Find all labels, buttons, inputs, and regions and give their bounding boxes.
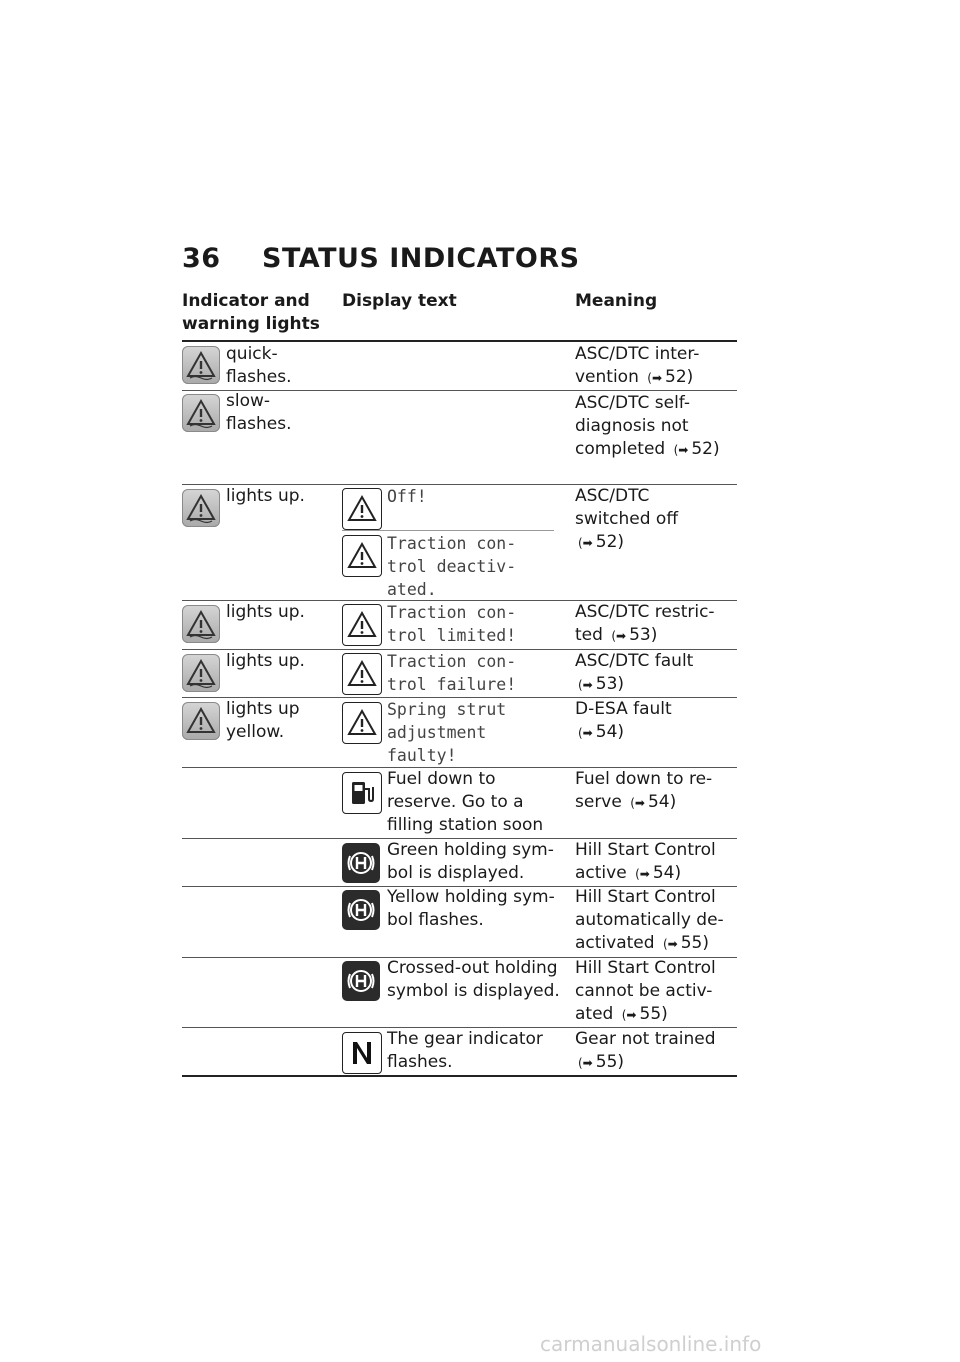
display-text: Fuel down to reserve. Go to a filling station soon	[387, 769, 544, 835]
display-text: Yellow holding sym-bol flashes.	[387, 887, 555, 930]
page-reference[interactable]: 52	[665, 367, 687, 387]
reference-arrow-icon: (➡	[662, 937, 678, 951]
asc-dtc-lamp-icon	[182, 654, 220, 692]
hill-start-hold-crossed-icon	[342, 961, 380, 1001]
asc-dtc-lamp-icon	[182, 489, 220, 527]
display-text: Off!	[387, 487, 427, 506]
column-header-meaning: Meaning	[575, 291, 658, 311]
page-reference[interactable]: 55	[680, 933, 703, 953]
meaning-text: Hill Start Control cannot be activ-ated (➡ 55)	[575, 957, 725, 1027]
display-text: Spring strut adjustment faulty!	[387, 700, 507, 765]
display-text: Traction con-trol deactiv-ated.	[387, 534, 517, 599]
indicator-text: lights up.	[226, 651, 305, 671]
meaning-label: ASC/DTC fault	[575, 651, 694, 671]
meaning-label: Hill Start Control active	[575, 840, 716, 883]
page-reference[interactable]: 53	[629, 625, 651, 645]
meaning-text: Fuel down to re-serve (➡ 54)	[575, 768, 725, 815]
meaning-label: Gear not trained	[575, 1029, 716, 1049]
reference-arrow-icon: (➡	[578, 726, 593, 740]
page-reference[interactable]: 52	[595, 532, 618, 552]
reference-arrow-icon: (➡	[578, 678, 593, 692]
reference-arrow-icon: (➡	[630, 796, 645, 810]
column-header-display: Display text	[342, 291, 457, 311]
footer-watermark: carmanualsonline.info	[540, 1332, 762, 1356]
page-reference[interactable]: 55	[595, 1052, 618, 1072]
warning-triangle-icon	[342, 488, 382, 530]
sub-row-rule	[342, 530, 554, 531]
column-header-indicator: Indicator and warning lights	[182, 291, 320, 334]
display-text: Crossed-out holding symbol is displayed.	[387, 958, 560, 1001]
warning-triangle-icon	[342, 653, 382, 695]
warning-triangle-icon	[342, 535, 382, 577]
gear-n-icon	[342, 1032, 382, 1074]
table-bottom-rule	[182, 1075, 737, 1077]
page-reference[interactable]: 54	[595, 722, 618, 742]
display-text: The gear indicator flashes.	[387, 1029, 543, 1072]
asc-dtc-lamp-icon	[182, 394, 220, 432]
warning-triangle-icon	[342, 702, 382, 744]
meaning-text: ASC/DTC switched off (➡ 52)	[575, 485, 695, 555]
page-header	[182, 243, 580, 274]
meaning-label: Fuel down to re-serve	[575, 769, 713, 812]
meaning-text: ASC/DTC inter-vention (➡ 52)	[575, 343, 730, 390]
hill-start-hold-icon	[342, 843, 380, 883]
reference-arrow-icon: (➡	[578, 1056, 593, 1070]
page-reference[interactable]: 52	[691, 439, 713, 459]
indicator-text: lights up.	[226, 486, 305, 506]
indicator-text: lights up.	[226, 602, 305, 622]
meaning-text: ASC/DTC self-diagnosis not completed (➡ 52)	[575, 392, 730, 462]
asc-dtc-lamp-icon	[182, 346, 220, 384]
fuel-pump-icon	[342, 772, 382, 814]
hill-start-hold-icon	[342, 890, 380, 930]
meaning-label: ASC/DTC switched off	[575, 486, 679, 529]
asc-dtc-lamp-icon	[182, 702, 220, 740]
page-reference[interactable]: 54	[652, 863, 675, 883]
page-reference[interactable]: 53	[595, 674, 618, 694]
page-reference[interactable]: 54	[647, 792, 670, 812]
meaning-label: ASC/DTC self-diagnosis not completed	[575, 393, 690, 459]
reference-arrow-icon: (➡	[578, 536, 593, 550]
meaning-text: Gear not trained (➡ 55)	[575, 1028, 725, 1075]
header-rule	[182, 340, 737, 342]
display-text: Traction con-trol limited!	[387, 603, 517, 645]
reference-arrow-icon: (➡	[621, 1008, 637, 1022]
meaning-label: ASC/DTC inter-vention	[575, 344, 700, 387]
reference-arrow-icon: (➡	[635, 867, 650, 881]
meaning-text: ASC/DTC restric-ted (➡ 53)	[575, 601, 730, 648]
page-reference[interactable]: 55	[639, 1004, 662, 1024]
meaning-text: ASC/DTC fault (➡ 53)	[575, 650, 715, 697]
display-text: Green holding sym-bol is displayed.	[387, 840, 554, 883]
reference-arrow-icon: (➡	[611, 629, 627, 643]
indicator-text: lights up yellow.	[226, 699, 300, 742]
meaning-label: Hill Start Control cannot be activ-ated	[575, 958, 716, 1024]
reference-arrow-icon: (➡	[673, 443, 689, 457]
meaning-text: D-ESA fault (➡ 54)	[575, 698, 695, 745]
meaning-text: Hill Start Control active (➡ 54)	[575, 839, 725, 886]
indicator-text: quick-flashes.	[226, 344, 292, 387]
display-text: Traction con-trol failure!	[387, 652, 517, 694]
page-title: STATUS INDICATORS	[262, 243, 580, 274]
meaning-label: ASC/DTC restric-ted	[575, 602, 715, 645]
asc-dtc-lamp-icon	[182, 605, 220, 643]
page-number: 36	[182, 243, 221, 274]
warning-triangle-icon	[342, 604, 382, 646]
meaning-label: D-ESA fault	[575, 699, 672, 719]
meaning-text: Hill Start Control automatically de-activated (➡ 55)	[575, 886, 730, 956]
meaning-label: Hill Start Control automatically de-activated	[575, 887, 724, 953]
indicator-text: slow-flashes.	[226, 391, 292, 434]
reference-arrow-icon: (➡	[647, 371, 663, 385]
